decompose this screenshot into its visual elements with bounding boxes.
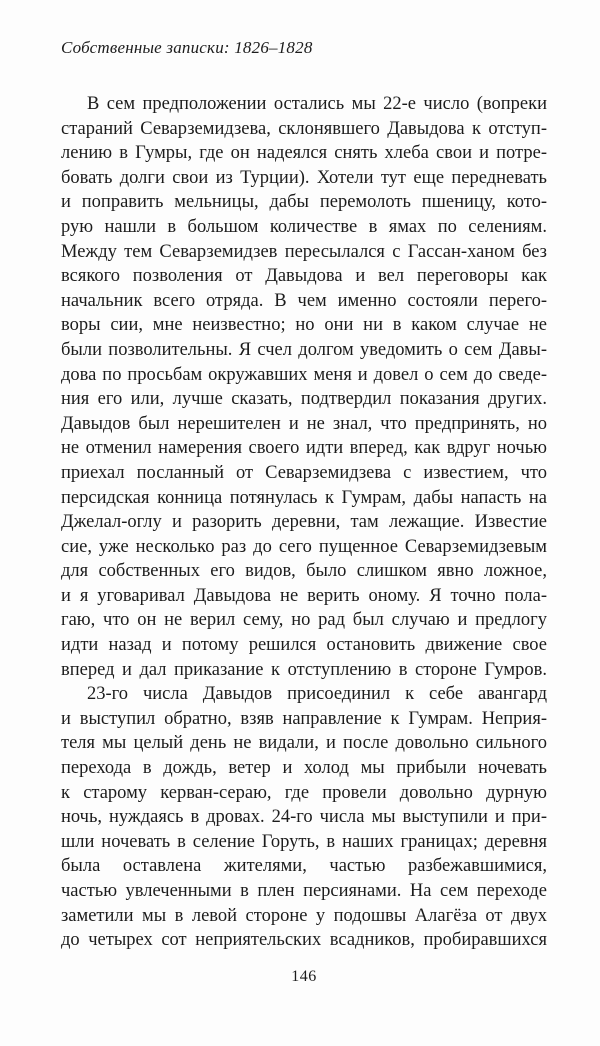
text-line: частью увлеченными в плен персиянами. На сем переходе [61, 881, 547, 901]
text-line: были позволительны. Я счел долгом уведомить о сем Давы- [61, 339, 547, 360]
text-line: шли ночевать в селение Горуть, в наших границах; деревня [61, 831, 547, 852]
page-body [61, 92, 547, 953]
text-line: для собственных его видов, было слишком явно ложное, [61, 561, 547, 582]
text-line: до четырех сот неприятельских всадников, пробиравшихся [61, 930, 547, 951]
text-line: и я уговаривал Давыдова не верить оному. Я точно пола- [61, 585, 547, 606]
text-line: гаю, что он не верил сему, но рад был случаю и предлогу [61, 610, 547, 631]
text-line: Джелал-оглу и разорить деревни, там лежащие. Известие [61, 512, 547, 533]
text-line: к старому керван-сераю, где провели довольно дурную [61, 782, 547, 803]
text-line: Между тем Севарземидзев пересылался с Гассан-ханом без [61, 241, 547, 262]
text-line: лению в Гумры, где он надеялся снять хлеба свои и потре- [61, 143, 547, 164]
text-line: была оставлена жителями, частью разбежавшимися, [61, 856, 547, 877]
paragraph [61, 682, 547, 953]
text-line: теля мы целый день не видали, и после довольно сильного [61, 733, 547, 754]
text-line: дова по просьбам окружавших меня и довел о сем до сведе- [61, 364, 547, 385]
paragraph [61, 92, 547, 682]
text-line: ния его или, лучше сказать, подтвердил показания других. [61, 389, 547, 410]
page-number: 146 [291, 968, 317, 985]
text-line: всякого позволения от Давыдова и вел переговоры как [61, 266, 547, 287]
text-line: Давыдов был нерешителен и не знал, что предпринять, но [61, 413, 547, 434]
text-line: вперед и дал приказание к отступлению в стороне Гумров. [61, 659, 547, 680]
text-line: воры сии, мне неизвестно; но они ни в каком случае не [61, 315, 547, 336]
text-line: не отменил намерения своего идти вперед, как вдруг ночью [61, 438, 547, 459]
running-header: Собственные записки: 1826–1828 [61, 38, 313, 57]
text-line: начальник всего отряда. В чем именно состояли перего- [61, 290, 547, 311]
text-line: и выступил обратно, взяв направление к Гумрам. Неприя- [61, 708, 547, 729]
text-line: стараний Севарземидзева, склонявшего Давыдова к отступ- [61, 118, 547, 139]
text-line: приехал посланный от Севарземидзева с известием, что [61, 462, 547, 483]
text-line: идти назад и потому решился остановить движение свое [61, 635, 547, 656]
text-line: В сем предположении остались мы 22-е число (вопреки [87, 94, 547, 114]
text-line: сие, уже несколько раз до сего пущенное Севарземидзевым [61, 536, 547, 557]
text-line: ночь, нуждаясь в дровах. 24-го числа мы выступили и при- [61, 807, 547, 828]
text-line: рую нашли в большом количестве в ямах по селениям. [61, 216, 547, 237]
text-line: перехода в дождь, ветер и холод мы прибыли ночевать [61, 758, 547, 779]
text-line: 23-го числа Давыдов присоединил к себе авангард [87, 684, 547, 705]
text-line: заметили мы в левой стороне у подошвы Алагёза от двух [61, 905, 547, 926]
text-line: бовать долги свои из Турции). Хотели тут еще передневать [61, 167, 547, 188]
text-line: персидская конница потянулась к Гумрам, дабы напасть на [61, 487, 547, 508]
text-line: и поправить мельницы, дабы перемолоть пшеницу, кото- [61, 192, 547, 213]
